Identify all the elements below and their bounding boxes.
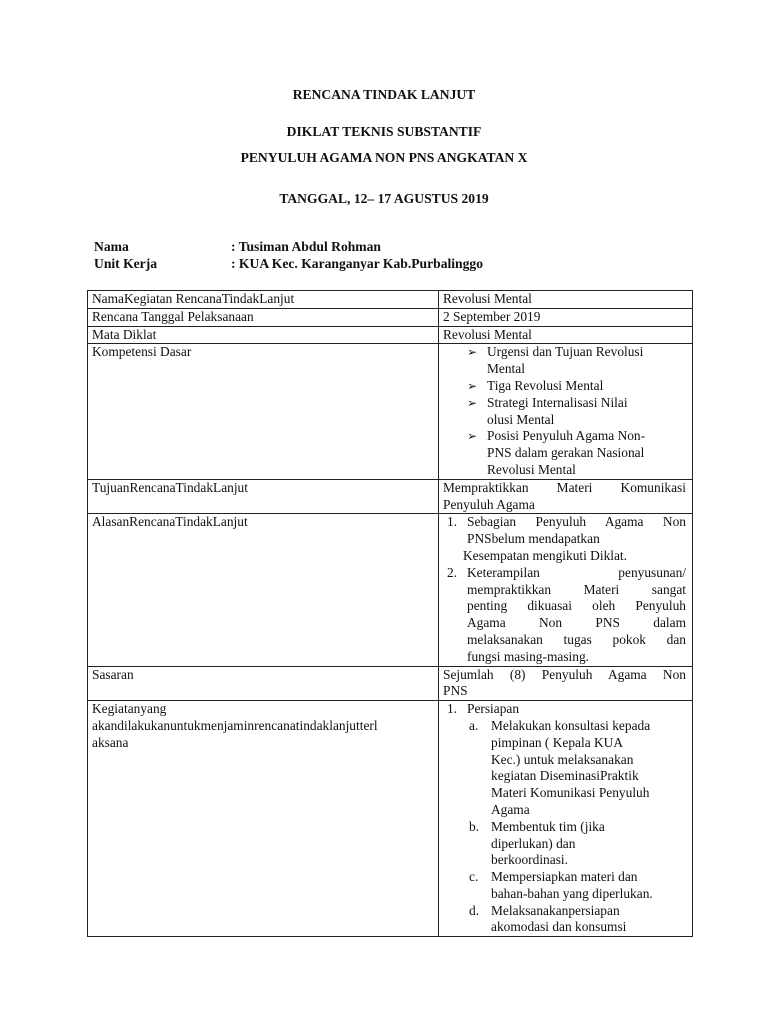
item-line: Mental bbox=[487, 361, 525, 377]
step-label: Persiapan bbox=[467, 701, 520, 717]
item-line: bahan-bahan yang diperlukan. bbox=[491, 885, 653, 901]
label-line: Kegiatanyang bbox=[92, 701, 167, 717]
substep-marker: c. bbox=[469, 869, 479, 885]
kompetensi-list bbox=[443, 344, 686, 478]
plan-table bbox=[87, 290, 693, 937]
document-subtitle-1: DIKLAT TEKNIS SUBSTANTIF bbox=[286, 124, 482, 139]
item-line: Tiga Revolusi Mental bbox=[487, 377, 604, 393]
unit-value: : KUA Kec. Karanganyar Kab.Purbalinggo bbox=[231, 256, 484, 271]
item-line: akomodasi dan konsumsi bbox=[491, 919, 627, 935]
list-item bbox=[443, 701, 686, 936]
table-row bbox=[88, 701, 693, 937]
item-line: melaksanakan tugas pokok dan bbox=[467, 631, 686, 647]
mata-diklat-label: Mata Diklat bbox=[88, 326, 439, 344]
arrow-bullet-icon: ➢ bbox=[467, 378, 478, 393]
kegiatan-value: Revolusi Mental bbox=[439, 291, 693, 309]
sasaran-value bbox=[439, 666, 693, 701]
step-number: 1. bbox=[447, 701, 458, 717]
tanggal-label: Rencana Tanggal Pelaksanaan bbox=[88, 308, 439, 326]
item-line: mempraktikkan Materi sangat bbox=[467, 581, 686, 597]
list-item bbox=[467, 378, 686, 395]
item-line: Posisi Penyuluh Agama Non- bbox=[487, 428, 646, 444]
item-line: Membentuk tim (jika bbox=[491, 818, 605, 834]
table-row bbox=[88, 326, 693, 344]
alasan-value bbox=[439, 514, 693, 666]
mata-diklat-value: Revolusi Mental bbox=[439, 326, 693, 344]
item-line: diperlukan) dan bbox=[491, 835, 576, 851]
item-line: Agama Non PNS dalam bbox=[467, 615, 686, 631]
tujuan-value bbox=[439, 479, 693, 514]
sasaran-label: Sasaran bbox=[88, 666, 439, 701]
arrow-bullet-icon: ➢ bbox=[467, 395, 478, 410]
table-row bbox=[88, 291, 693, 309]
list-item bbox=[467, 395, 686, 429]
name-label: Nama bbox=[94, 239, 129, 254]
item-line: Melaksanakanpersiapan bbox=[491, 902, 620, 918]
document-title: RENCANA TINDAK LANJUT bbox=[292, 87, 476, 102]
item-number: 1. bbox=[447, 514, 458, 530]
substep-marker: d. bbox=[469, 902, 480, 918]
item-number: 2. bbox=[447, 564, 458, 580]
table-row bbox=[88, 514, 693, 666]
unit-label: Unit Kerja bbox=[94, 256, 158, 271]
kegiatan-pelaksanaan-label bbox=[88, 701, 439, 937]
item-line: Urgensi dan Tujuan Revolusi bbox=[487, 344, 644, 360]
label-line: akandilakukanuntukmenjaminrencanatindaklanjutterl bbox=[92, 717, 378, 733]
list-item bbox=[467, 344, 686, 378]
item-line: Materi Komunikasi Penyuluh bbox=[491, 785, 650, 801]
item-line: Agama bbox=[491, 801, 530, 817]
tujuan-line: Mempraktikkan Materi Komunikasi bbox=[443, 479, 686, 495]
alasan-label: AlasanRencanaTindakLanjut bbox=[88, 514, 439, 666]
substep-marker: a. bbox=[469, 717, 479, 733]
sasaran-line: PNS bbox=[443, 683, 468, 699]
item-line: Sebagian Penyuluh Agama Non bbox=[467, 514, 686, 530]
item-line: PNSbelum mendapatkan bbox=[467, 531, 600, 547]
item-line: fungsi masing-masing. bbox=[467, 648, 589, 664]
item-line: Strategi Internalisasi Nilai bbox=[487, 394, 628, 410]
table-row bbox=[88, 344, 693, 479]
item-line: PNS dalam gerakan Nasional bbox=[487, 445, 645, 461]
substep-marker: b. bbox=[469, 818, 480, 834]
item-line: penting dikuasai oleh Penyuluh bbox=[467, 598, 686, 614]
list-item bbox=[467, 903, 686, 937]
item-line: Revolusi Mental bbox=[487, 461, 576, 477]
item-line: Kesempatan mengikuti Diklat. bbox=[463, 547, 627, 563]
alasan-list bbox=[443, 514, 686, 665]
list-item bbox=[443, 565, 686, 666]
item-line: kegiatan DiseminasiPraktik bbox=[491, 768, 639, 784]
kompetensi-label: Kompetensi Dasar bbox=[88, 344, 439, 479]
item-line: olusi Mental bbox=[487, 411, 555, 427]
substep-list bbox=[467, 718, 686, 936]
tujuan-label: TujuanRencanaTindakLanjut bbox=[88, 479, 439, 514]
list-item bbox=[467, 869, 686, 903]
sasaran-line: Sejumlah (8) Penyuluh Agama Non bbox=[443, 666, 686, 682]
kegiatan-pelaksanaan-value bbox=[439, 701, 693, 937]
step-list bbox=[443, 701, 686, 936]
document-subtitle-2: PENYULUH AGAMA NON PNS ANGKATAN X bbox=[240, 150, 528, 165]
kompetensi-value bbox=[439, 344, 693, 479]
label-line: aksana bbox=[92, 734, 129, 750]
list-item bbox=[467, 819, 686, 869]
name-value: : Tusiman Abdul Rohman bbox=[231, 239, 381, 254]
kegiatan-label: NamaKegiatan RencanaTindakLanjut bbox=[88, 291, 439, 309]
list-item bbox=[467, 428, 686, 478]
table-row bbox=[88, 479, 693, 514]
document-date: TANGGAL, 12– 17 AGUSTUS 2019 bbox=[279, 191, 489, 206]
item-line: Mempersiapkan materi dan bbox=[491, 869, 638, 885]
item-line: Kec.) untuk melaksanakan bbox=[491, 751, 634, 767]
item-line: pimpinan ( Kepala KUA bbox=[491, 734, 624, 750]
arrow-bullet-icon: ➢ bbox=[467, 345, 478, 360]
tanggal-value: 2 September 2019 bbox=[439, 308, 693, 326]
item-line: Keterampilan penyusunan/ bbox=[467, 564, 686, 580]
list-item bbox=[467, 718, 686, 819]
tujuan-line: Penyuluh Agama bbox=[443, 496, 535, 512]
arrow-bullet-icon: ➢ bbox=[467, 429, 478, 444]
table-row bbox=[88, 308, 693, 326]
table-row bbox=[88, 666, 693, 701]
list-item bbox=[443, 514, 686, 564]
item-line: Melakukan konsultasi kepada bbox=[491, 717, 651, 733]
item-line: berkoordinasi. bbox=[491, 852, 568, 868]
